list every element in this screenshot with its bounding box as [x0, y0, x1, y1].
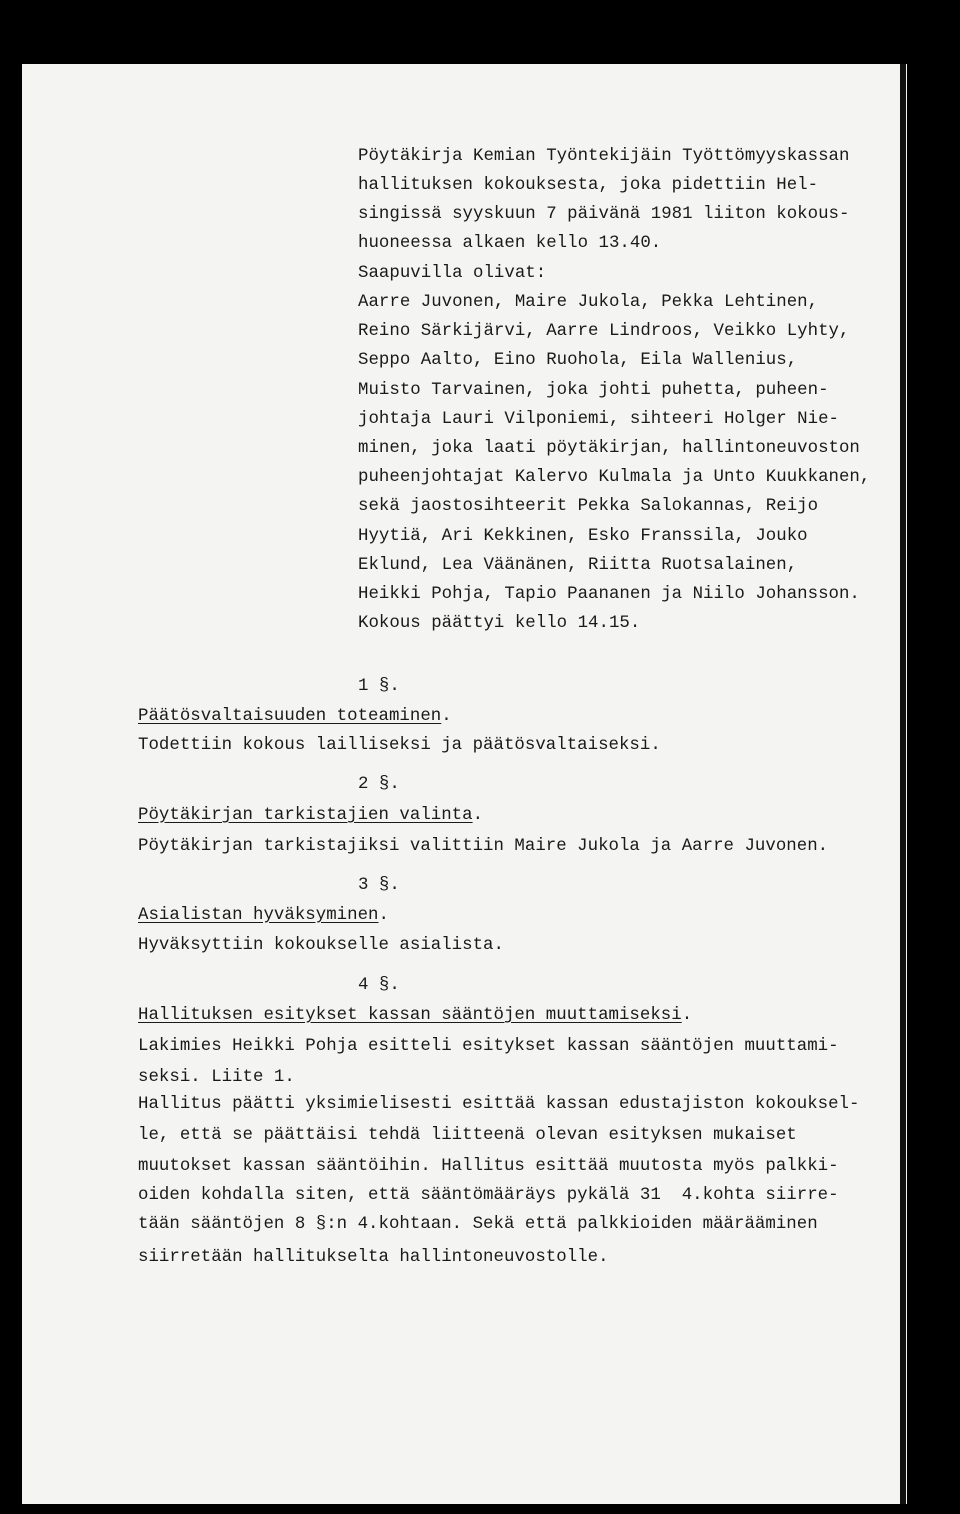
intro-line: Seppo Aalto, Eino Ruohola, Eila Wallenius,	[358, 351, 798, 370]
section-body-line: Lakimies Heikki Pohja esitteli esitykset kassan sääntöjen muuttami-	[138, 1037, 839, 1056]
section-heading	[138, 806, 483, 826]
section-heading	[138, 707, 452, 727]
intro-line: minen, joka laati pöytäkirjan, hallintoneuvoston	[358, 439, 860, 458]
section-body-line: tään sääntöjen 8 §:n 4.kohtaan. Sekä että palkkioiden määrääminen	[138, 1215, 818, 1234]
section-heading-text: Päätösvaltaisuuden toteaminen	[138, 707, 442, 726]
section-heading	[138, 1006, 692, 1026]
section-body-line: Pöytäkirjan tarkistajiksi valittiin Maire Jukola ja Aarre Juvonen.	[138, 837, 829, 856]
intro-line: Pöytäkirja Kemian Työntekijäin Työttömyyskassan	[358, 147, 850, 166]
section-heading-period: .	[681, 1006, 693, 1025]
section-body-line: seksi. Liite 1.	[138, 1068, 295, 1087]
intro-line: Muisto Tarvainen, joka johti puhetta, puheen-	[358, 381, 829, 400]
intro-line: huoneessa alkaen kello 13.40.	[358, 234, 662, 253]
section-number: 2 §.	[358, 775, 400, 794]
intro-line: Saapuvilla olivat:	[358, 264, 547, 283]
intro-line: Eklund, Lea Väänänen, Riitta Ruotsalainen,	[358, 556, 798, 575]
section-heading-period: .	[441, 707, 452, 726]
section-number: 1 §.	[358, 677, 400, 696]
section-number: 4 §.	[358, 976, 400, 995]
section-body-line: muutokset kassan sääntöihin. Hallitus esittää muutosta myös palkki-	[138, 1157, 839, 1176]
intro-line: Kokous päättyi kello 14.15.	[358, 614, 641, 633]
intro-line: hallituksen kokouksesta, joka pidettiin Hel-	[358, 176, 819, 195]
section-heading-period: .	[472, 806, 484, 825]
section-number: 3 §.	[358, 876, 400, 895]
section-heading-text: Hallituksen esitykset kassan sääntöjen muuttamiseksi	[138, 1006, 682, 1025]
section-heading-text: Pöytäkirjan tarkistajien valinta	[138, 806, 473, 825]
section-body-line: oiden kohdalla siten, että sääntömääräys pykälä 31 4.kohta siirre-	[138, 1186, 839, 1205]
section-body-line: Hallitus päätti yksimielisesti esittää kassan edustajiston kokouksel-	[138, 1095, 860, 1114]
section-heading-text: Asialistan hyväksyminen	[138, 906, 379, 925]
section-heading	[138, 906, 389, 926]
section-body-line: Todettiin kokous lailliseksi ja päätösvaltaiseksi.	[138, 736, 661, 755]
intro-line: singissä syyskuun 7 päivänä 1981 liiton kokous-	[358, 205, 850, 224]
section-heading-period: .	[378, 906, 389, 925]
intro-line: johtaja Lauri Vilponiemi, sihteeri Holger Nie-	[358, 410, 839, 429]
intro-line: sekä jaostosihteerit Pekka Salokannas, Reijo	[358, 497, 819, 516]
intro-line: Reino Särkijärvi, Aarre Lindroos, Veikko Lyhty,	[358, 322, 850, 341]
section-body-line: le, että se päättäisi tehdä liitteenä olevan esityksen mukaiset	[138, 1126, 797, 1145]
intro-line: puheenjohtajat Kalervo Kulmala ja Unto Kuukkanen,	[358, 468, 871, 487]
intro-line: Heikki Pohja, Tapio Paananen ja Niilo Johansson.	[358, 585, 860, 604]
section-body-line: Hyväksyttiin kokoukselle asialista.	[138, 936, 504, 955]
right-scan-edge	[900, 64, 906, 1504]
intro-line: Aarre Juvonen, Maire Jukola, Pekka Lehtinen,	[358, 293, 819, 312]
section-body-line: siirretään hallitukselta hallintoneuvostolle.	[138, 1248, 609, 1267]
intro-line: Hyytiä, Ari Kekkinen, Esko Franssila, Jouko	[358, 527, 808, 546]
